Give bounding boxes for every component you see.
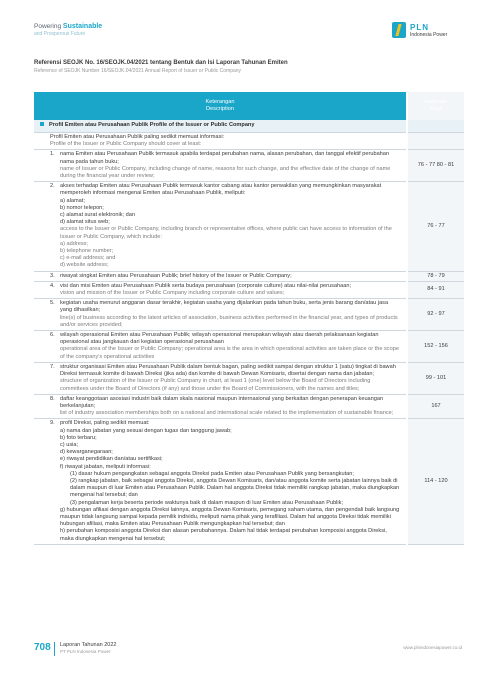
page-ref: 84 - 91 xyxy=(407,281,464,298)
table-row: 2. akses terhadap Emiten atau Perusahaan Publik termasuk kantor cabang atau kantor perwakilan yang memungkinkan masyarakat memperoleh informasi mengenai Emiten atau Perusahaan Publik, meliputi: a) alamat; b) nomor telepon; c) alamat surat elektronik; dan d) alamat situs web; access to the Issuer or Public Company, including branch or representative offices, where public can have access to information of the Issuer or Public Company, which include: a) address; b) telephone number; c) e-mail address; and d) website address; 76 - 77 xyxy=(34,182,464,271)
bullet-icon xyxy=(40,122,44,126)
footer-url[interactable]: www.plnindonesiapower.co.id xyxy=(403,645,462,650)
footer-title: Laporan Tahunan 2022 xyxy=(60,642,117,648)
header-description: Keterangan Description xyxy=(34,92,407,120)
page-header xyxy=(34,9,462,39)
section-row xyxy=(34,120,464,133)
table-row: 8. daftar keanggotaan asosiasi industri baik dalam skala nasional maupun internasional yang berkaitan dengan penerapan keuangan berkelanjutan; list of industry association memberships both on a national and international scale related to the implementation of sustainable finance; 167 xyxy=(34,394,464,419)
brand-tagline-sub: and Prosperous Future xyxy=(34,31,86,37)
logo-subtitle: Indonesia Power xyxy=(410,32,448,38)
header-page: Halaman Page xyxy=(407,92,464,120)
page-ref: 76 - 77 xyxy=(407,182,464,271)
footer-subtitle: PT PLN Indonesia Power xyxy=(60,649,111,654)
table-row: 1. nama Emiten atau Perusahaan Publik termasuk apabila terdapat perubahan nama, alasan perubahan, dan tanggal efektif perubahan nama pada tahun buku; name of Issuer or Public Company, including change of name, reasons for such change, and the effective date of the change of name during the financial year under review; 76 - 77 80 - 81 xyxy=(34,150,464,182)
table-row: 6. wilayah operasional Emiten atau Perusahaan Publik; wilayah operasional merupakan wilayah atau daerah pelaksanaan kegiatan operasional atau jangkauan dari kegiatan operasional perusahaan operational area of the Issuer or Public Company; operational area is the area in which operational activities are taken place or the scope of the company's operational activities 152 - 156 xyxy=(34,331,464,363)
page-ref: 152 - 156 xyxy=(407,331,464,363)
reference-title: Referensi SEOJK No. 16/SEOJK.04/2021 tentang Bentuk dan Isi Laporan Tahunan Emiten xyxy=(34,60,288,66)
page-ref: 76 - 77 80 - 81 xyxy=(407,150,464,182)
table-row: 5. kegiatan usaha menurut anggaran dasar terakhir, kegiatan usaha yang dijalankan pada tahun buku, serta jenis barang dan/atau jasa yang dihasilkan; line(s) of business according to the latest articles of association, business activities performed in the financial year, and types of products and/or services provided; 92 - 97 xyxy=(34,299,464,331)
brand-tagline: Powering Sustainable xyxy=(34,23,103,30)
footer-divider xyxy=(54,642,55,656)
page-ref: 78 - 79 xyxy=(407,271,464,281)
page-ref: 167 xyxy=(407,394,464,419)
lightning-icon xyxy=(392,22,406,38)
table-row: 4. visi dan misi Emiten atau Perusahaan Publik serta budaya perusahaan (corporate culture) atau nilai-nilai perusahaan; vision and mission of the Issuer or Public Company including corporate culture and values; 84 - 91 xyxy=(34,281,464,298)
reference-subtitle: Reference of SEOJK Number 16/SEOJK.04/2021 Annual Report of Issuer or Public Company xyxy=(34,68,242,74)
page-ref: 92 - 97 xyxy=(407,299,464,331)
table-row: 7. struktur organisasi Emiten atau Perusahaan Publik dalam bentuk bagan, paling sedikit sampai dengan struktur 1 (satu) tingkat di bawah Direksi termasuk komite di bawah Direksi (jika ada) dan komite di bawah Dewan Komisaris, disertai dengan nama dan jabatan; structure of organization of the Issuer or Public Company in chart, at least 1 (one) level below the Board of Directors including committees under the Board of Directors (if any) and those under the Board of Commissioners, with the names and titles; 99 - 101 xyxy=(34,362,464,394)
page-ref: 99 - 101 xyxy=(407,362,464,394)
page-ref: 114 - 120 xyxy=(407,419,464,544)
table-row: 3. riwayat singkat Emiten atau Perusahaan Publik; brief history of the Issuer or Public Company; 78 - 79 xyxy=(34,271,464,281)
intro-row: Profil Emiten atau Perusahaan Publik paling sedikit memuat informasi: Profile of the Issuer or Public Company should cover at least: xyxy=(34,133,464,150)
section-title: Profil Emiten atau Perusahaan Publik Profile of the Issuer or Public Company xyxy=(49,122,255,129)
table-row: 9. profil Direksi, paling sedikit memuat: a) nama dan jabatan yang sesuai dengan tugas dan tanggung jawab; b) foto terbaru; c) usia; d) kewarganegaraan; e) riwayat pendidikan dan/atau sertifikasi; f) riwayat jabatan, meliputi informasi: (1) dasar hukum pengangkatan sebagai anggota Direksi pada Emiten atau Perusahaan Publik yang bersangkutan; (2) rangkap jabatan, baik sebagai anggota Direksi, anggota Dewan Komisaris, dan/atau anggota komite serta jabatan lainnya baik di dalam maupun di luar Emiten atau Perusahaan Publik. Dalam hal anggota Direksi tidak memiliki rangkap jabatan, maka diungkapkan mengenai hal tersebut; dan (3) pengalaman kerja beserta periode waktunya baik di dalam maupun di luar Emiten atau Perusahaan Publik; g) hubungan afiliasi dengan anggota Direksi lainnya, anggota Dewan Komisaris, pemegang saham utama, dan pengendali baik langsung maupun tidak langsung sampai kepada pemilik individu, meliputi nama pihak yang terafiliasi. Dalam hal anggota Direksi tidak memiliki hubungan afiliasi, maka Emiten atau Perusahaan Publik mengungkapkan hal tersebut; dan h) perubahan komposisi anggota Direksi dan alasan perubahannya. Dalam hal tidak terdapat perubahan komposisi anggota Direksi, maka diungkapkan mengenai hal tersebut; 114 - 120 xyxy=(34,419,464,544)
pln-logo xyxy=(392,22,462,44)
page-footer xyxy=(34,642,462,666)
reference-table xyxy=(34,92,464,545)
logo-title: PLN xyxy=(410,23,429,32)
page-number: 708 xyxy=(34,642,51,653)
